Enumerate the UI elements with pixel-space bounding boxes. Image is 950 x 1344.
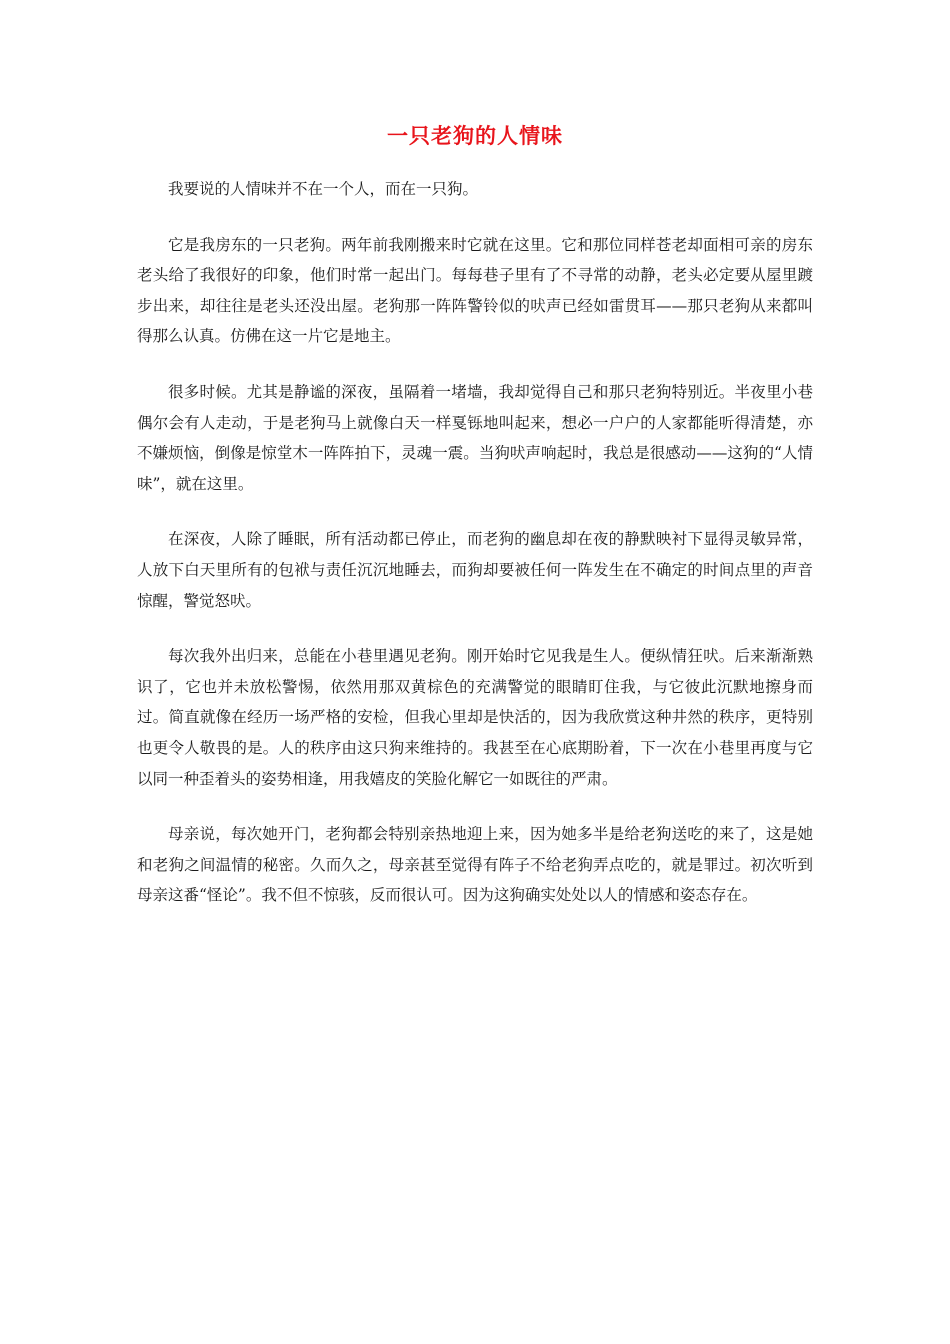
- article-title: 一只老狗的人情味: [387, 124, 563, 148]
- paragraph-1: 我要说的人情味并不在一个人，而在一只狗。: [168, 180, 479, 198]
- paragraph-4: 在深夜，人除了睡眠，所有活动都已停止，而老狗的幽息却在夜的静默映衬下显得灵敏异常，人放下白天里所有的包袱与责任沉沉地睡去，而狗却要被任何一阵发生在不确定的时间点里的声音惊醒，警觉怒吠。: [137, 530, 813, 610]
- paragraph-3: 很多时候。尤其是静谧的深夜，虽隔着一堵墙，我却觉得自己和那只老狗特别近。半夜里小巷偶尔会有人走动，于是老狗马上就像白天一样戛铄地叫起来，想必一户户的人家都能听得清楚，亦不嫌烦恼，倒像是惊堂木一阵阵拍下，灵魂一震。当狗吠声响起时，我总是很感动——这狗的“人情味”，就在这里。: [137, 382, 813, 493]
- paragraph-2: 它是我房东的一只老狗。两年前我刚搬来时它就在这里。它和那位同样苍老却面相可亲的房东老头给了我很好的印象，他们时常一起出门。每每巷子里有了不寻常的动静，老头必定要从屋里踱步出来，却往往是老头还没出屋。老狗那一阵阵警铃似的吠声已经如雷贯耳——那只老狗从来都叫得那么认真。仿佛在这一片它是地主。: [137, 235, 813, 346]
- paragraph-6: 母亲说，每次她开门，老狗都会特别亲热地迎上来，因为她多半是给老狗送吃的来了，这是她和老狗之间温情的秘密。久而久之，母亲甚至觉得有阵子不给老狗弄点吃的，就是罪过。初次听到母亲这番“怪论”。我不但不惊骇，反而很认可。因为这狗确实处处以人的情感和姿态存在。: [137, 825, 813, 905]
- paragraph-5: 每次我外出归来，总能在小巷里遇见老狗。刚开始时它见我是生人。便纵情狂吠。后来渐渐熟识了，它也并未放松警惕，依然用那双黄棕色的充满警觉的眼睛盯住我，与它彼此沉默地擦身而过。简直就像在经历一场严格的安检，但我心里却是快活的，因为我欣赏这种井然的秩序，更特别也更令人敬畏的是。人的秩序由这只狗来维持的。我甚至在心底期盼着，下一次在小巷里再度与它以同一种歪着头的姿势相逢，用我嬉皮的笑脸化解它一如既往的严肃。: [137, 647, 813, 788]
- document-page: [137, 118, 813, 911]
